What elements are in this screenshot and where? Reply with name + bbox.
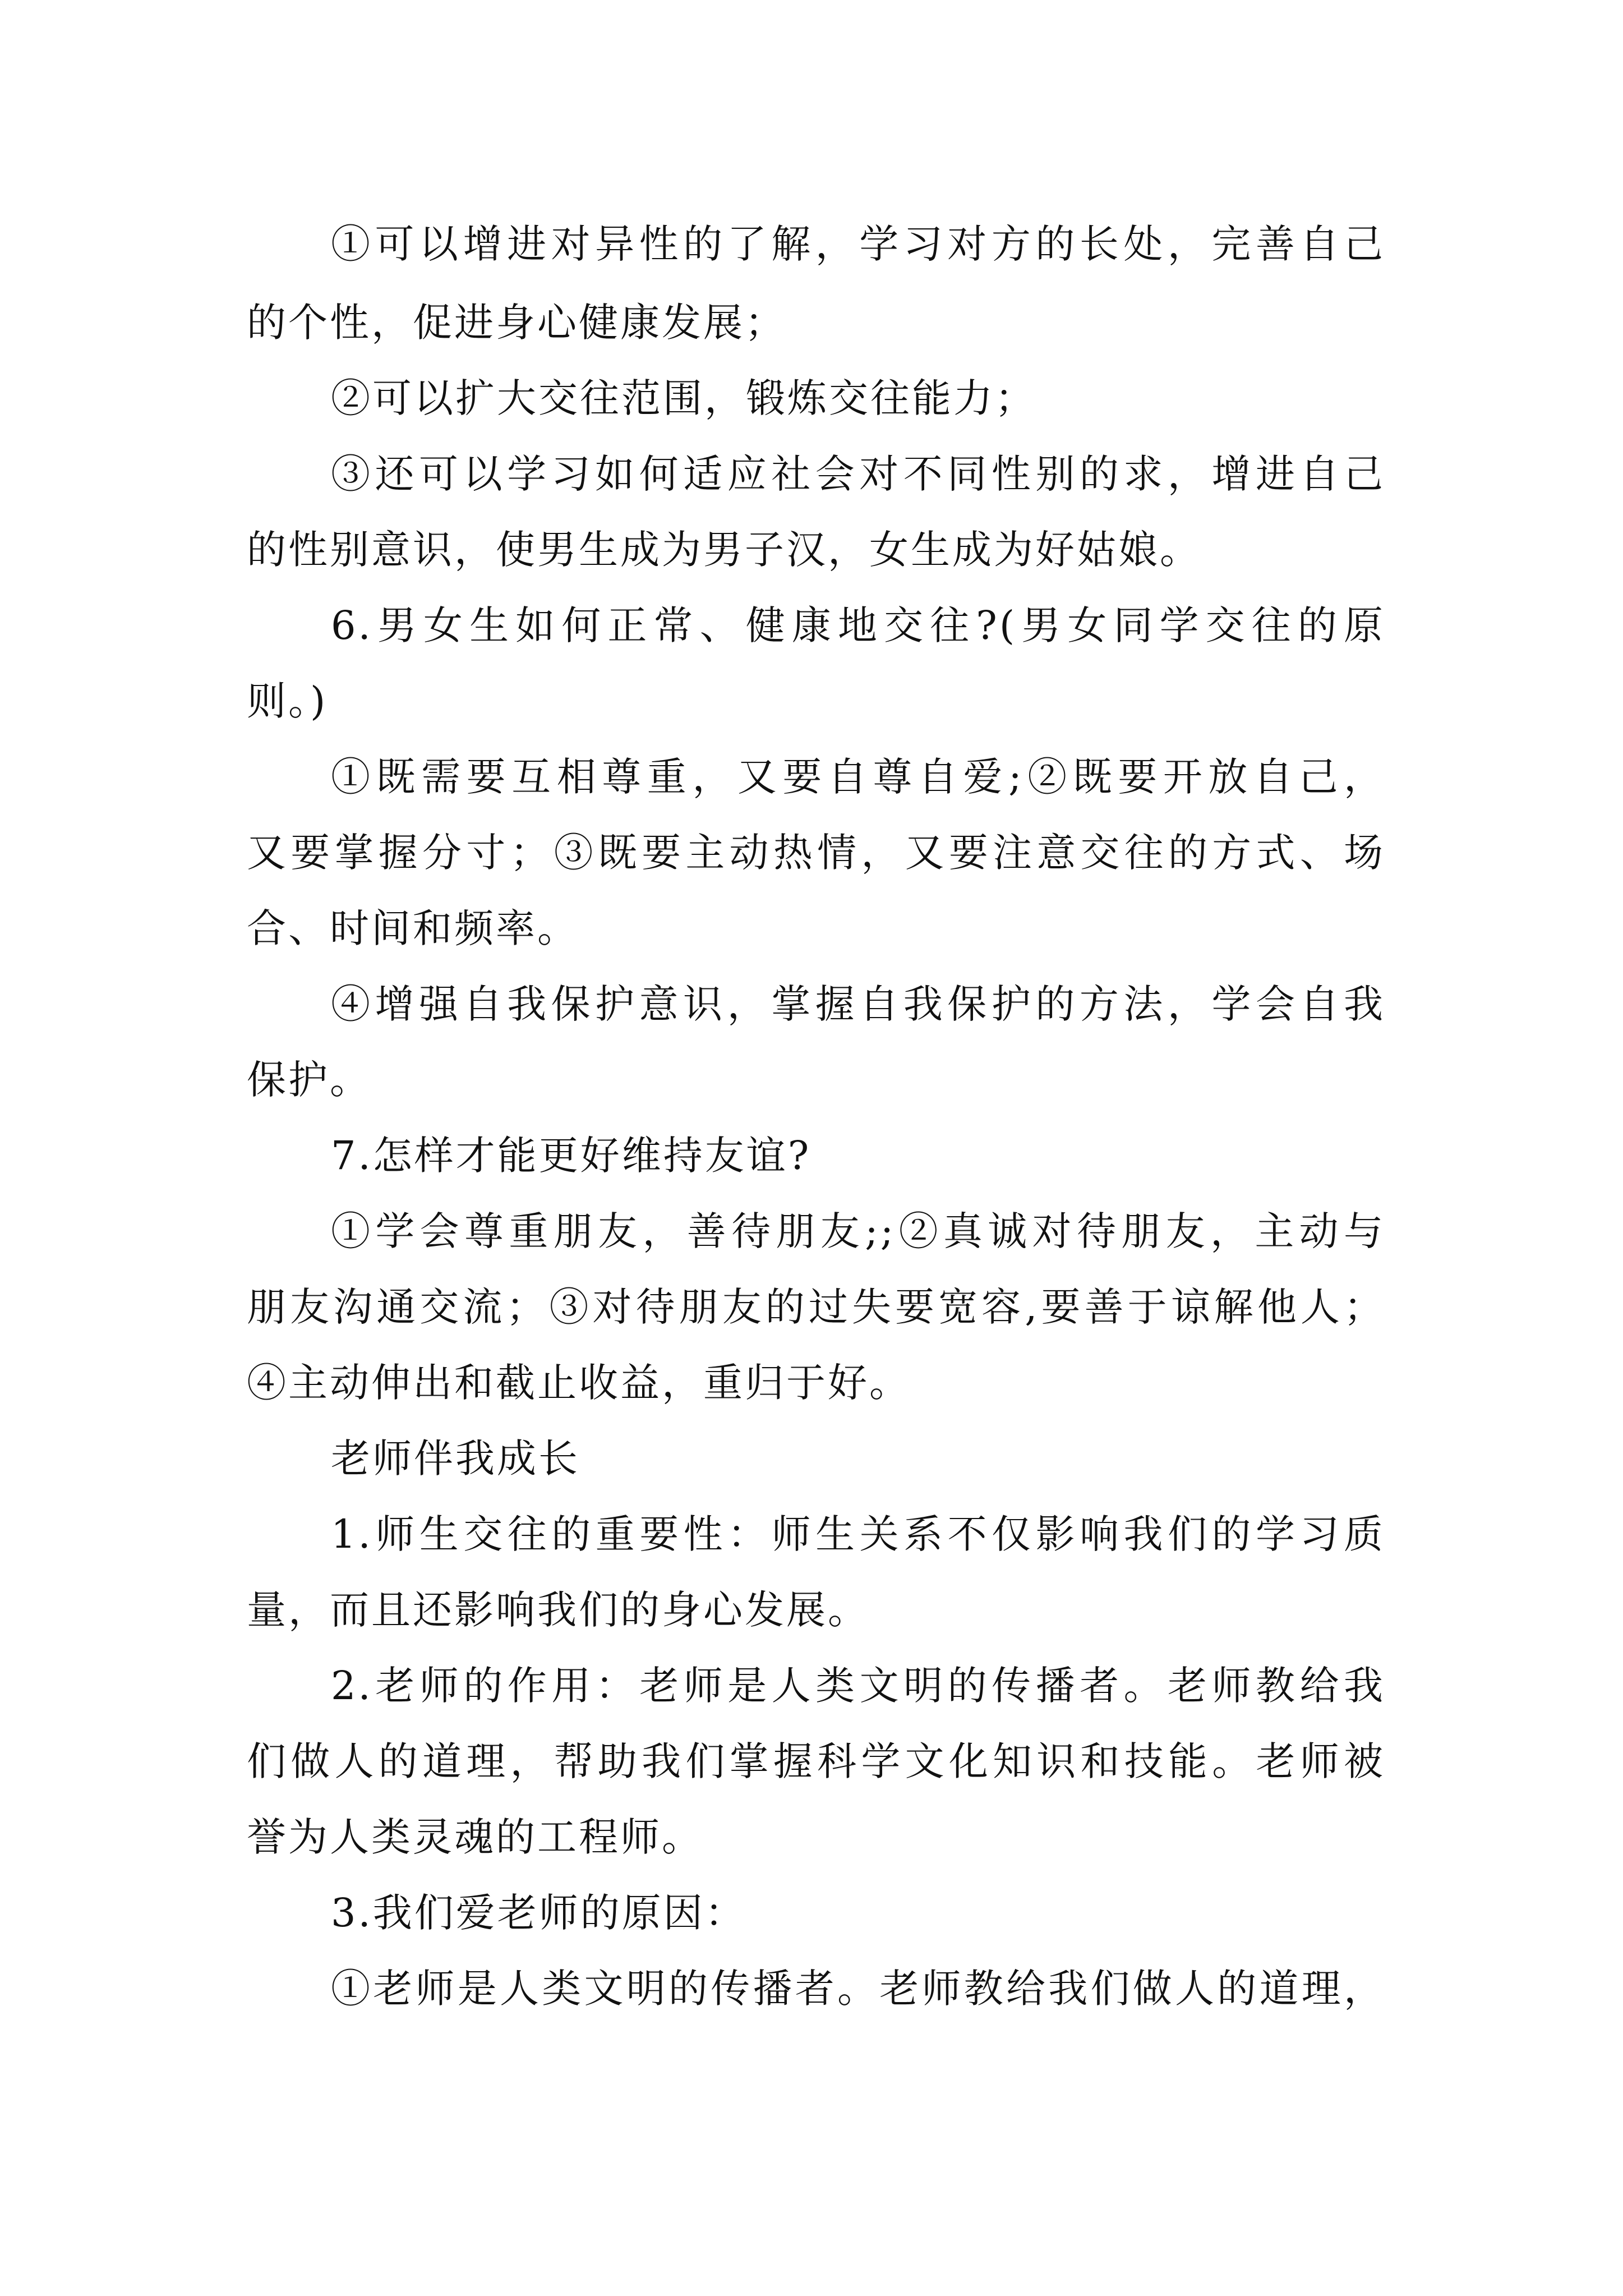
text-line: 誉为人类灵魂的工程师。 xyxy=(247,1814,703,1860)
text-line: 2.老师的作用：老师是人类文明的传播者。老师教给我 xyxy=(331,1663,1385,1709)
text-line: 又要掌握分寸；③既要主动热情，又要注意交往的方式、场 xyxy=(247,830,1385,876)
text-line: ④增强自我保护意识，掌握自我保护的方法，学会自我 xyxy=(331,981,1385,1027)
text-line: 量，而且还影响我们的身心发展。 xyxy=(247,1587,869,1633)
text-line: ①老师是人类文明的传播者。老师教给我们做人的道理， xyxy=(331,1966,1385,2012)
text-line: 1.师生交往的重要性：师生关系不仅影响我们的学习质 xyxy=(331,1511,1385,1557)
text-line: ③还可以学习如何适应社会对不同性别的求，增进自己 xyxy=(331,451,1385,497)
text-line: 的性别意识，使男生成为男子汉，女生成为好姑娘。 xyxy=(247,527,1201,573)
text-line: 6.男女生如何正常、健康地交往?(男女同学交往的原 xyxy=(331,602,1385,648)
text-line: ①既需要互相尊重，又要自尊自爱;②既要开放自己， xyxy=(331,754,1385,800)
text-line: ②可以扩大交往范围，锻炼交往能力； xyxy=(331,375,1036,421)
text-line: 朋友沟通交流；③对待朋友的过失要宽容,要善于谅解他人； xyxy=(247,1284,1385,1330)
text-line: 们做人的道理，帮助我们掌握科学文化知识和技能。老师被 xyxy=(247,1738,1385,1784)
text-line: 合、时间和频率。 xyxy=(247,905,579,951)
section-heading: 老师伴我成长 xyxy=(331,1435,580,1481)
text-line: 3.我们爱老师的原因： xyxy=(331,1890,746,1936)
text-line: 保护。 xyxy=(247,1057,371,1103)
text-line: 的个性，促进身心健康发展； xyxy=(247,300,786,346)
text-line: ①学会尊重朋友，善待朋友;;②真诚对待朋友，主动与 xyxy=(331,1208,1385,1254)
text-line: 7.怎样才能更好维持友谊? xyxy=(331,1133,811,1179)
text-line: ①可以增进对异性的了解，学习对方的长处，完善自己 xyxy=(331,221,1385,267)
text-line: ④主动伸出和截止收益，重归于好。 xyxy=(247,1360,911,1406)
text-line: 则。) xyxy=(247,678,328,724)
